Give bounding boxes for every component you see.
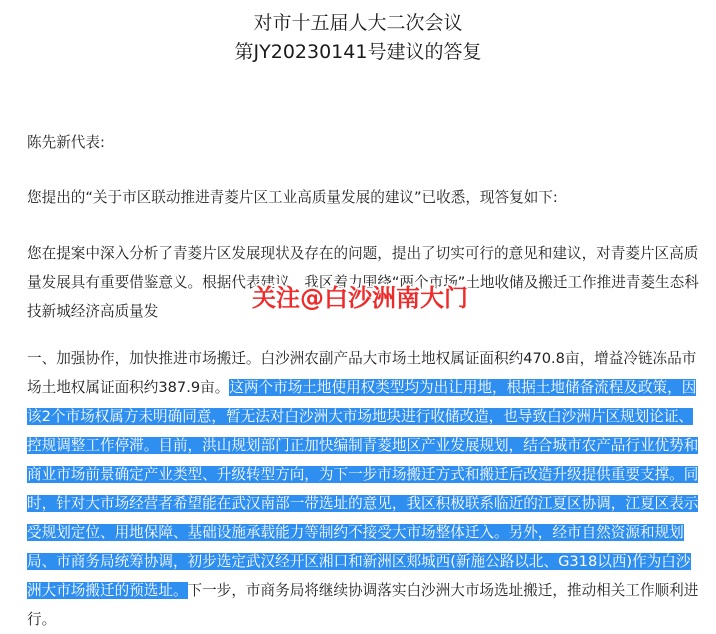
salutation: 陈先新代表: [27,134,105,151]
document-title-line2: 第JY20230141号建议的答复 [234,41,482,63]
body-paragraph-2 [27,344,703,634]
highlighted-text-selection[interactable]: 这两个市场土地使用权类型均为出让用地，根据土地储备流程及政策，因该2个市场权属方未明确同意，暂无法对白沙洲大市场地块进行收储改造，也导致白沙洲片区规划论证、控规调整工作停滞。目前，洪山规划部门正加快编制青菱地区产业发展规划，结合城市农产品行业优势和商业市场前景确定产业类型、升级转型方向，为下一步市场搬迁方式和搬迁后改造升级提供重要支撑。同时，针对大市场经营者希望能在武汉南部一带选址的意见，我区积极联系临近的江夏区协调，江夏区表示受规划定位、用地保障、基础设施承载能力等制约不接受大市场整体迁入。另外，经市自然资源和规划局、市商务局统筹协调，初步选定武汉经开区湘口和新洲区郏城西(新施公路以北、G318以西)作为白沙洲大市场搬迁的预选址。 [27,379,699,599]
paragraph-2-lead: 一、加强协作，加快推进市场搬迁。白沙洲农副产品大市场土地权属证面积约470.8亩，增益冷链冻品市场土地权属证面积约387.9亩。 [27,350,697,396]
document-title-line1: 对市十五届人大二次会议 [253,12,463,34]
intro-paragraph: 您提出的“关于市区联动推进青菱片区工业高质量发展的建议”已收悉，现答复如下: [27,189,558,206]
watermark-overlay: 关注@白沙洲南大门 [252,284,468,312]
body-paragraph-1: 您在提案中深入分析了青菱片区发展现状及存在的问题，提出了切实可行的意见和建议，对青菱片区高质量发展具有重要借鉴意义。根据代表建议，我区着力围绕“两个市场”土地收储及搬迁工作推进青菱生态科技新城经济高质量发 [27,245,699,320]
paragraph-2-tail: 下一步，市商务局将继续协调落实白沙洲大市场选址搬迁，推动相关工作顺利进行。 [27,582,699,628]
